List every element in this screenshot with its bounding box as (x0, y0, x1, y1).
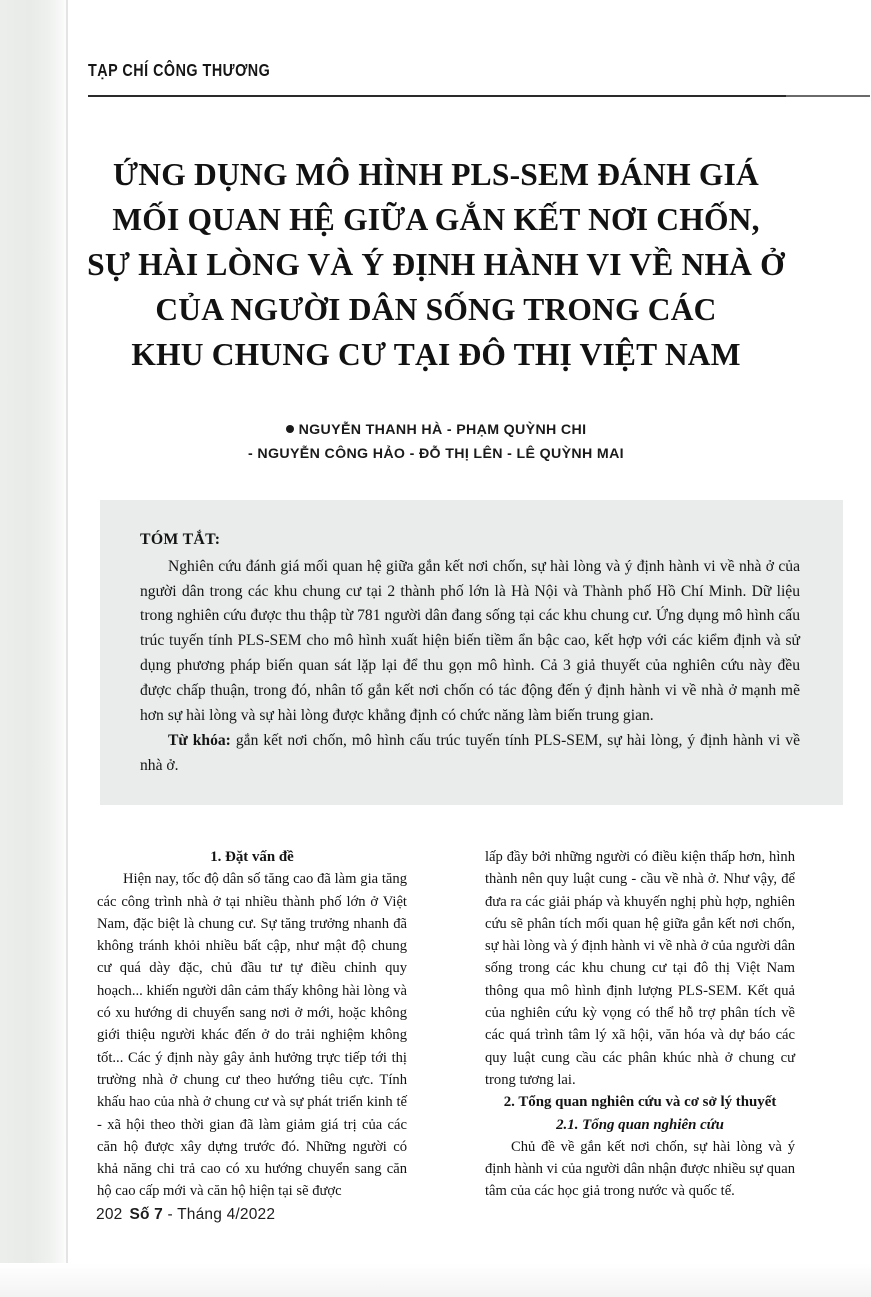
abstract-label: TÓM TẮT: (140, 531, 221, 548)
article-title (78, 152, 794, 377)
keywords-text: gắn kết nơi chốn, mô hình cấu trúc tuyến tính PLS-SEM, sự hài lòng, ý định hành vi về nhà ở. (140, 732, 800, 775)
body-column-left (97, 846, 407, 1203)
masthead-divider (88, 95, 786, 97)
article-title-line-4: CỦA NGƯỜI DÂN SỐNG TRONG CÁC (155, 292, 717, 327)
bullet-dot-icon (286, 425, 294, 433)
author-line-2: - NGUYỄN CÔNG HẢO - ĐỖ THỊ LÊN - LÊ QUỲNH MAI (248, 446, 624, 462)
masthead (88, 60, 788, 81)
author-list (78, 418, 794, 466)
page-footer (96, 1206, 275, 1224)
heading-dat-van-de: 1. Đặt vấn đề (210, 849, 294, 865)
issue-date: - Tháng 4/2022 (167, 1206, 276, 1223)
abstract-content (140, 528, 800, 779)
heading-tong-quan-nghien-cuu: 2.1. Tổng quan nghiên cứu (556, 1116, 724, 1133)
author-names-1: NGUYỄN THANH HÀ - PHẠM QUỲNH CHI (298, 422, 587, 438)
heading-tong-quan: 2. Tổng quan nghiên cứu và cơ sở lý thuyết (503, 1094, 777, 1111)
journal-name: TẠP CHÍ CÔNG THƯƠNG (88, 60, 271, 80)
body-column-right (485, 846, 795, 1203)
abstract-body: Nghiên cứu đánh giá mối quan hệ giữa gắn kết nơi chốn, sự hài lòng và ý định hành vi về nhà ở của người dân trong các khu chung cư tại 2 thành phố lớn là Hà Nội và Thành phố Hồ Chí Minh. Dữ liệu trong nghiên cứu được thu thập từ 781 người dân đang sống tại các khu chung cư. Ứng dụng mô hình cấu trúc tuyến tính PLS-SEM cho mô hình xuất hiện biến tiềm ẩn bậc cao, kết hợp với các kiểm định và sử dụng phương pháp biến quan sát lặp lại để thu gọn mô hình. Cả 3 giả thuyết của nghiên cứu này đều được chấp thuận, trong đó, nhân tố gắn kết nơi chốn có tác động đến ý định hành vi về nhà ở mạnh mẽ hơn sự hài lòng và sự hài lòng được khẳng định có chức năng làm biến trung gian. (140, 557, 800, 724)
page-number: 202 (96, 1206, 123, 1223)
abstract-keywords (140, 729, 800, 779)
masthead-divider-right (786, 95, 870, 97)
article-title-line-2: MỐI QUAN HỆ GIỮA GẮN KẾT NƠI CHỐN, (112, 202, 760, 237)
paragraph-intro-continued: lấp đầy bởi những người có điều kiện thấp hơn, hình thành nên quy luật cung - cầu về nhà ở. Như vậy, để đưa ra các giải pháp và khuyến nghị phù hợp, nghiên cứu sẽ phân tích mối quan hệ giữa gắn kết nơi chốn, sự hài lòng và ý định hành vi về nhà ở của người dân sống trong các khu chung cư tại đô thị Việt Nam thông qua mô hình định lượng PLS-SEM. Kết quả của nghiên cứu kỳ vọng có thể hỗ trợ phân tích về các quá trình tâm lý xã hội, văn hóa và dự báo các quy luật cung cầu các phân khúc nhà ở chung cư trong tương lai. (485, 849, 795, 1088)
paragraph-literature-review: Chủ đề về gắn kết nơi chốn, sự hài lòng và ý định hành vi của người dân nhận được nhiều sự quan tâm của các học giả trong nước và quốc tế. (485, 1138, 795, 1200)
article-title-line-5: KHU CHUNG CƯ TẠI ĐÔ THỊ VIỆT NAM (131, 337, 741, 372)
paragraph-intro: Hiện nay, tốc độ dân số tăng cao đã làm gia tăng các công trình nhà ở tại nhiều thành phố lớn ở Việt Nam, đặc biệt là chung cư. Sự tăng trưởng nhanh đã không tránh khỏi nhiều bất cập, như mật độ chung cư quá dày đặc, chủ đầu tư tự điều chỉnh quy hoạch... khiến người dân cảm thấy không hài lòng và có xu hướng di chuyển sang nơi ở mới, hoặc không giới thiệu người khác đến ở do trải nghiệm không tốt... Các ý định này gây ảnh hưởng trực tiếp tới thị trường nhà ở chung cư theo hướng tiêu cực. Tính khấu hao của nhà ở chung cư và sự phát triển kinh tế - xã hội theo thời gian đã làm giảm giá trị của các căn hộ được xây dựng trước đó. Những người có khả năng chi trả cao có xu hướng chuyển sang căn hộ cao cấp mới và căn hộ hiện tại sẽ được (97, 871, 407, 1200)
keywords-label: Từ khóa: (168, 732, 231, 750)
article-title-line-3: SỰ HÀI LÒNG VÀ Ý ĐỊNH HÀNH VI VỀ NHÀ Ở (87, 247, 785, 282)
author-line-1 (78, 418, 794, 442)
issue-number: Số 7 (129, 1206, 164, 1223)
article-title-line-1: ỨNG DỤNG MÔ HÌNH PLS-SEM ĐÁNH GIÁ (113, 157, 759, 192)
